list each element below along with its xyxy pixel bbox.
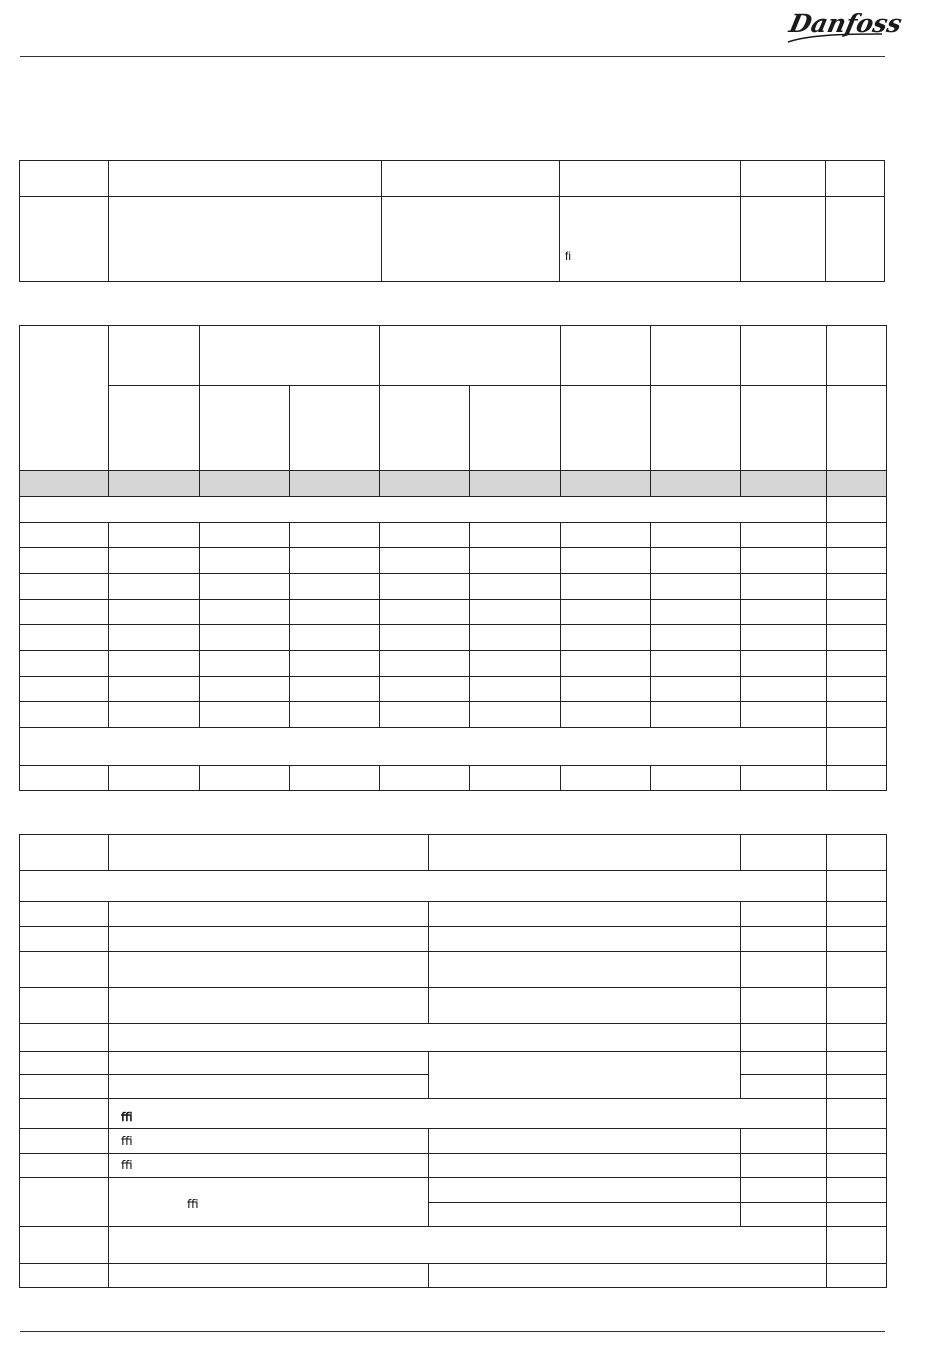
table-cell <box>200 471 290 497</box>
table-header-cell <box>561 326 651 386</box>
table-cell <box>741 902 827 927</box>
table-cell <box>109 927 429 952</box>
table-cell <box>741 600 827 625</box>
table-merged-cell <box>109 1024 741 1052</box>
table-row <box>20 161 885 197</box>
table-cell <box>20 1024 109 1052</box>
table-merged-cell <box>429 1052 741 1099</box>
table-row <box>20 600 887 625</box>
table-cell <box>651 702 741 728</box>
table-header-cell <box>200 326 380 386</box>
table-cell <box>827 497 887 523</box>
table-cell <box>380 651 470 677</box>
table-cell <box>20 766 109 791</box>
table-cell <box>109 471 200 497</box>
table-header-cell <box>109 835 429 871</box>
table-cell <box>827 471 887 497</box>
table-cell <box>741 1052 827 1075</box>
table-cell <box>741 1129 827 1154</box>
table-cell <box>380 471 470 497</box>
table-header-cell <box>290 386 380 471</box>
table-cell <box>827 677 887 702</box>
table-cell <box>20 548 109 574</box>
table-cell <box>20 952 109 988</box>
table-cell <box>827 902 887 927</box>
table-cell <box>20 625 109 651</box>
table-header-cell <box>200 386 290 471</box>
table-section-row <box>20 728 887 766</box>
table-merged-cell <box>429 1264 827 1288</box>
table-cell <box>109 677 200 702</box>
table-cell <box>380 523 470 548</box>
table-cell <box>380 548 470 574</box>
table-cell <box>741 161 826 197</box>
table-cell <box>20 471 109 497</box>
table-cell <box>741 677 827 702</box>
table-cell <box>429 1154 741 1178</box>
table-cell <box>741 523 827 548</box>
table-cell <box>380 600 470 625</box>
table-cell <box>827 988 887 1024</box>
table-cell <box>109 1075 429 1099</box>
table-header-cell <box>741 835 827 871</box>
table-section-row <box>20 497 887 523</box>
table-row <box>20 651 887 677</box>
table-cell <box>561 574 651 600</box>
table-cell <box>382 161 560 197</box>
table-cell <box>429 1178 741 1203</box>
table-cell <box>827 548 887 574</box>
table-cell <box>109 651 200 677</box>
table-cell <box>290 677 380 702</box>
table-cell <box>290 625 380 651</box>
table-row <box>20 1154 887 1178</box>
table-cell <box>741 574 827 600</box>
table-cell <box>200 702 290 728</box>
table-cell <box>200 766 290 791</box>
table-cell <box>826 161 885 197</box>
table-cell <box>561 625 651 651</box>
table-cell <box>827 1154 887 1178</box>
table-cell <box>429 952 741 988</box>
table-cell <box>290 766 380 791</box>
table-cell <box>470 625 561 651</box>
table-header-cell <box>109 386 200 471</box>
table-header-row <box>20 326 887 386</box>
table-cell <box>20 574 109 600</box>
table-cell <box>741 471 827 497</box>
table-cell <box>827 952 887 988</box>
table-cell <box>827 728 887 766</box>
table-cell <box>109 625 200 651</box>
table-header-cell <box>561 386 651 471</box>
table-header-cell <box>109 326 200 386</box>
ligature-text: ﬃ <box>121 1158 133 1172</box>
table-merged-cell <box>109 1227 827 1264</box>
table-cell <box>827 1099 887 1129</box>
table-cell <box>827 1075 887 1099</box>
table-header-cell <box>380 386 470 471</box>
table-section-cell <box>20 497 827 523</box>
table-cell <box>827 927 887 952</box>
table-cell <box>827 523 887 548</box>
table-cell <box>20 902 109 927</box>
table-cell <box>20 1075 109 1099</box>
table-cell <box>109 1264 429 1288</box>
table-cell <box>827 651 887 677</box>
table-header-cell <box>827 386 887 471</box>
table-cell <box>20 1052 109 1075</box>
table-cell <box>741 1203 827 1227</box>
table-cell <box>561 677 651 702</box>
table-header-row <box>20 835 887 871</box>
table-row <box>20 197 885 282</box>
table-cell <box>741 988 827 1024</box>
table-cell <box>741 1075 827 1099</box>
ligature-text: ﬁ <box>565 249 571 263</box>
table-cell <box>429 902 741 927</box>
table-row <box>20 766 887 791</box>
table-cell <box>20 1264 109 1288</box>
table-header-cell <box>827 835 887 871</box>
table-cell <box>200 600 290 625</box>
table-row <box>20 523 887 548</box>
table-cell <box>827 1178 887 1203</box>
table-cell <box>741 927 827 952</box>
table-cell <box>470 471 561 497</box>
table-cell <box>651 600 741 625</box>
ligature-text: ﬃ <box>121 1134 133 1148</box>
table-row <box>20 988 887 1024</box>
table-cell <box>651 677 741 702</box>
table-1 <box>19 160 885 282</box>
table-cell <box>380 574 470 600</box>
table-cell <box>20 523 109 548</box>
table-cell <box>429 927 741 952</box>
table-cell <box>651 574 741 600</box>
table-cell <box>651 523 741 548</box>
table-cell <box>470 677 561 702</box>
table-cell <box>109 902 429 927</box>
table-cell <box>741 952 827 988</box>
table-cell <box>651 471 741 497</box>
footer-rule <box>20 1331 885 1332</box>
table-merged-cell <box>109 1099 827 1129</box>
table-section-cell <box>20 871 827 902</box>
table-cell <box>20 1154 109 1178</box>
table-row <box>20 1264 887 1288</box>
table-cell <box>382 197 560 282</box>
table-cell <box>827 625 887 651</box>
table-cell <box>741 197 826 282</box>
table-cell <box>109 988 429 1024</box>
table-cell <box>741 766 827 791</box>
table-cell <box>827 1227 887 1264</box>
table-cell <box>827 702 887 728</box>
table-cell <box>741 702 827 728</box>
table-row <box>20 1178 887 1203</box>
table-header-cell <box>651 386 741 471</box>
table-cell <box>429 1129 741 1154</box>
table-cell <box>20 1178 109 1227</box>
ligature-text: ﬃ <box>121 1110 133 1124</box>
table-cell <box>109 1052 429 1075</box>
table-cell <box>651 651 741 677</box>
table-cell <box>380 677 470 702</box>
table-cell <box>827 1129 887 1154</box>
table-cell <box>651 548 741 574</box>
table-cell <box>200 523 290 548</box>
table-cell <box>290 548 380 574</box>
table-cell <box>380 766 470 791</box>
table-cell <box>109 702 200 728</box>
table-cell <box>561 548 651 574</box>
table-row <box>20 548 887 574</box>
table-cell <box>827 871 887 902</box>
logo-wordmark: Danfoss <box>786 8 905 38</box>
table-cell <box>741 1154 827 1178</box>
table-cell <box>20 600 109 625</box>
table-cell <box>651 766 741 791</box>
table-row <box>20 927 887 952</box>
table-cell <box>380 625 470 651</box>
table-cell <box>560 197 741 282</box>
table-cell <box>827 766 887 791</box>
table-cell <box>20 677 109 702</box>
table-cell <box>109 952 429 988</box>
table-header-cell <box>380 326 561 386</box>
danfoss-logo <box>782 4 905 46</box>
table-cell <box>741 548 827 574</box>
table-cell <box>290 523 380 548</box>
table-cell <box>109 600 200 625</box>
table-cell <box>826 197 885 282</box>
table-cell <box>20 702 109 728</box>
table-2 <box>19 325 887 791</box>
table-row <box>20 574 887 600</box>
table-cell <box>109 523 200 548</box>
table-header-cell <box>827 326 887 386</box>
table-header-cell <box>741 386 827 471</box>
table-header-cell <box>651 326 741 386</box>
table-cell <box>380 702 470 728</box>
table-row <box>20 1024 887 1052</box>
table-row <box>20 677 887 702</box>
table-row <box>20 1227 887 1264</box>
table-cell <box>290 651 380 677</box>
table-cell <box>200 651 290 677</box>
table-row <box>20 1099 887 1129</box>
table-row <box>20 1052 887 1075</box>
table-cell <box>109 1154 429 1178</box>
table-cell <box>741 625 827 651</box>
table-cell <box>20 1227 109 1264</box>
table-cell <box>827 1052 887 1075</box>
table-cell <box>741 651 827 677</box>
table-cell <box>109 1178 429 1227</box>
table-cell <box>20 927 109 952</box>
table-header-cell <box>20 326 109 471</box>
table-cell <box>470 600 561 625</box>
table-cell <box>109 197 382 282</box>
table-row <box>20 902 887 927</box>
table-cell <box>827 574 887 600</box>
table-cell <box>200 677 290 702</box>
table-cell <box>651 625 741 651</box>
table-header-cell <box>429 835 741 871</box>
table-cell <box>470 523 561 548</box>
table-cell <box>109 766 200 791</box>
table-shaded-row <box>20 471 887 497</box>
table-cell <box>20 1129 109 1154</box>
table-cell <box>561 471 651 497</box>
table-cell <box>20 651 109 677</box>
table-cell <box>290 702 380 728</box>
table-cell <box>561 600 651 625</box>
ligature-text: ﬃ <box>187 1197 199 1211</box>
table-cell <box>290 600 380 625</box>
table-row <box>20 1129 887 1154</box>
table-cell <box>200 548 290 574</box>
table-cell <box>20 197 109 282</box>
table-cell <box>470 651 561 677</box>
table-cell <box>561 523 651 548</box>
table-row <box>20 625 887 651</box>
table-cell <box>741 1024 827 1052</box>
table-cell <box>429 1203 741 1227</box>
table-cell <box>561 766 651 791</box>
table-cell <box>470 548 561 574</box>
table-cell <box>290 471 380 497</box>
table-cell <box>827 1024 887 1052</box>
table-cell <box>109 548 200 574</box>
table-cell <box>20 988 109 1024</box>
header-rule <box>20 56 885 57</box>
table-cell <box>109 574 200 600</box>
table-cell <box>827 600 887 625</box>
table-row <box>20 702 887 728</box>
table-3 <box>19 834 887 1288</box>
table-header-cell <box>20 835 109 871</box>
table-cell <box>109 161 382 197</box>
table-cell <box>200 574 290 600</box>
table-cell <box>561 651 651 677</box>
table-cell <box>109 1129 429 1154</box>
table-cell <box>561 702 651 728</box>
table-cell <box>741 1178 827 1203</box>
table-cell <box>560 161 741 197</box>
table-cell <box>827 1203 887 1227</box>
table-cell <box>429 988 741 1024</box>
table-cell <box>827 1264 887 1288</box>
table-cell <box>470 574 561 600</box>
table-cell <box>20 161 109 197</box>
table-section-row <box>20 871 887 902</box>
table-cell <box>290 574 380 600</box>
table-section-cell <box>20 728 827 766</box>
table-cell <box>200 625 290 651</box>
table-cell <box>20 1099 109 1129</box>
table-row <box>20 952 887 988</box>
table-header-row <box>20 386 887 471</box>
table-header-cell <box>470 386 561 471</box>
table-cell <box>470 702 561 728</box>
table-header-cell <box>741 326 827 386</box>
table-cell <box>470 766 561 791</box>
